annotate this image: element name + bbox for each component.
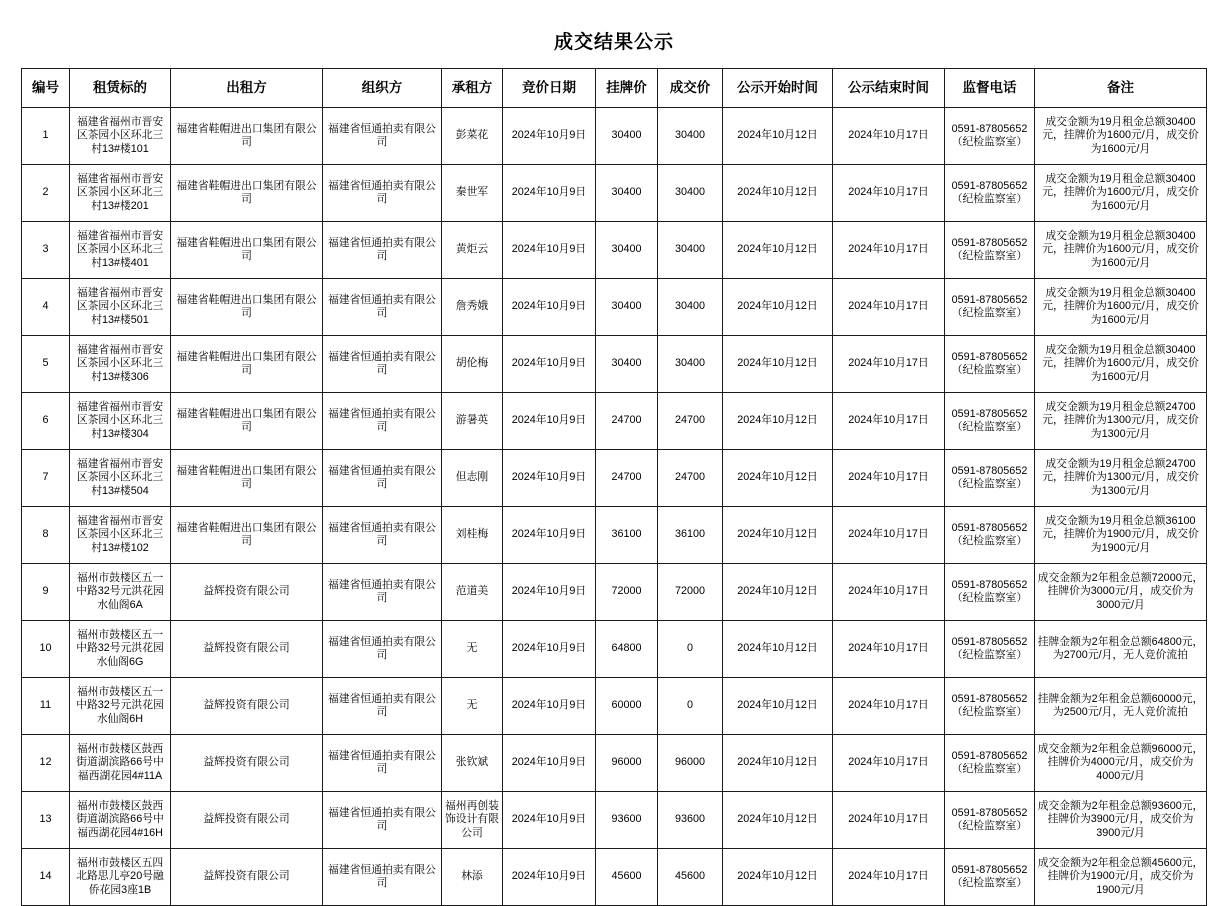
cell-listing: 96000	[596, 735, 658, 792]
table-row	[22, 393, 1207, 450]
cell-tenant: 无	[442, 678, 503, 735]
cell-org: 福建省恒通拍卖有限公司	[323, 849, 442, 906]
cell-start: 2024年10月12日	[723, 849, 833, 906]
cell-lessor: 益辉投资有限公司	[171, 792, 323, 849]
cell-no: 5	[22, 336, 70, 393]
cell-remark: 挂牌金额为2年租金总额60000元，为2500元/月，无人竞价流拍	[1035, 678, 1207, 735]
cell-tenant: 范道美	[442, 564, 503, 621]
cell-tenant: 福州再创装饰设计有限公司	[442, 792, 503, 849]
cell-biddate: 2024年10月9日	[503, 678, 596, 735]
phone-department: （纪检监察室）	[951, 478, 1028, 490]
cell-deal: 93600	[658, 792, 723, 849]
phone-number: 0591-87805652	[951, 407, 1028, 420]
cell-remark: 成交金额为2年租金总额72000元，挂牌价为3000元/月，成交价为3000元/月	[1035, 564, 1207, 621]
cell-supervision-phone	[945, 279, 1035, 336]
cell-deal: 24700	[658, 450, 723, 507]
cell-no: 1	[22, 108, 70, 165]
cell-lessor: 益辉投资有限公司	[171, 849, 323, 906]
phone-number: 0591-87805652	[951, 179, 1028, 192]
cell-supervision-phone	[945, 564, 1035, 621]
cell-deal: 30400	[658, 165, 723, 222]
cell-end: 2024年10月17日	[833, 108, 945, 165]
cell-org: 福建省恒通拍卖有限公司	[323, 222, 442, 279]
cell-listing: 30400	[596, 108, 658, 165]
cell-tenant: 张钦斌	[442, 735, 503, 792]
cell-biddate: 2024年10月9日	[503, 621, 596, 678]
cell-tenant: 刘桂梅	[442, 507, 503, 564]
cell-deal: 45600	[658, 849, 723, 906]
cell-listing: 93600	[596, 792, 658, 849]
phone-department: （纪检监察室）	[951, 592, 1028, 604]
cell-deal: 0	[658, 678, 723, 735]
phone-department: （纪检监察室）	[951, 763, 1028, 775]
cell-start: 2024年10月12日	[723, 564, 833, 621]
cell-org: 福建省恒通拍卖有限公司	[323, 735, 442, 792]
table-row	[22, 621, 1207, 678]
cell-lessor: 福建省鞋帽进出口集团有限公司	[171, 222, 323, 279]
cell-biddate: 2024年10月9日	[503, 792, 596, 849]
phone-number: 0591-87805652	[951, 236, 1028, 249]
cell-tenant: 胡伦梅	[442, 336, 503, 393]
cell-supervision-phone	[945, 165, 1035, 222]
table-row	[22, 735, 1207, 792]
cell-start: 2024年10月12日	[723, 279, 833, 336]
cell-remark: 成交金额为19月租金总额30400元，挂牌价为1600元/月，成交价为1600元/月	[1035, 279, 1207, 336]
table-row	[22, 279, 1207, 336]
cell-tenant: 黄炬云	[442, 222, 503, 279]
cell-biddate: 2024年10月9日	[503, 564, 596, 621]
cell-no: 9	[22, 564, 70, 621]
cell-lessor: 福建省鞋帽进出口集团有限公司	[171, 336, 323, 393]
cell-lessor: 益辉投资有限公司	[171, 735, 323, 792]
phone-department: （纪检监察室）	[951, 364, 1028, 376]
cell-deal: 30400	[658, 336, 723, 393]
cell-subject: 福建省福州市晋安区茶园小区环北三村13#楼401	[70, 222, 171, 279]
table-row	[22, 336, 1207, 393]
cell-deal: 0	[658, 621, 723, 678]
cell-listing: 30400	[596, 279, 658, 336]
phone-department: （纪检监察室）	[951, 820, 1028, 832]
cell-lessor: 益辉投资有限公司	[171, 678, 323, 735]
cell-supervision-phone	[945, 792, 1035, 849]
cell-start: 2024年10月12日	[723, 393, 833, 450]
cell-supervision-phone	[945, 222, 1035, 279]
cell-subject: 福州市鼓楼区五一中路32号元洪花园水仙阁6H	[70, 678, 171, 735]
column-header-organizer: 组织方	[323, 69, 442, 108]
cell-lessor: 益辉投资有限公司	[171, 564, 323, 621]
cell-start: 2024年10月12日	[723, 678, 833, 735]
phone-number: 0591-87805652	[951, 293, 1028, 306]
table-row	[22, 450, 1207, 507]
cell-end: 2024年10月17日	[833, 735, 945, 792]
cell-org: 福建省恒通拍卖有限公司	[323, 678, 442, 735]
cell-supervision-phone	[945, 450, 1035, 507]
cell-remark: 成交金额为19月租金总额24700元，挂牌价为1300元/月，成交价为1300元/月	[1035, 450, 1207, 507]
cell-no: 3	[22, 222, 70, 279]
cell-listing: 60000	[596, 678, 658, 735]
cell-listing: 30400	[596, 165, 658, 222]
cell-org: 福建省恒通拍卖有限公司	[323, 336, 442, 393]
cell-org: 福建省恒通拍卖有限公司	[323, 621, 442, 678]
cell-remark: 成交金额为2年租金总额93600元，挂牌价为3900元/月，成交价为3900元/月	[1035, 792, 1207, 849]
cell-subject: 福建省福州市晋安区茶园小区环北三村13#楼501	[70, 279, 171, 336]
phone-number: 0591-87805652	[951, 806, 1028, 819]
cell-listing: 45600	[596, 849, 658, 906]
cell-start: 2024年10月12日	[723, 792, 833, 849]
cell-remark: 成交金额为19月租金总额30400元，挂牌价为1600元/月，成交价为1600元/月	[1035, 165, 1207, 222]
cell-biddate: 2024年10月9日	[503, 507, 596, 564]
cell-lessor: 益辉投资有限公司	[171, 621, 323, 678]
cell-no: 13	[22, 792, 70, 849]
cell-tenant: 无	[442, 621, 503, 678]
cell-deal: 72000	[658, 564, 723, 621]
cell-remark: 成交金额为19月租金总额30400元，挂牌价为1600元/月，成交价为1600元/月	[1035, 222, 1207, 279]
cell-subject: 福州市鼓楼区五四北路思儿亭20号融侨花园3座1B	[70, 849, 171, 906]
cell-biddate: 2024年10月9日	[503, 336, 596, 393]
phone-number: 0591-87805652	[951, 692, 1028, 705]
cell-biddate: 2024年10月9日	[503, 450, 596, 507]
column-header-no: 编号	[22, 69, 70, 108]
cell-remark: 成交金额为2年租金总额96000元，挂牌价为4000元/月，成交价为4000元/月	[1035, 735, 1207, 792]
cell-tenant: 林添	[442, 849, 503, 906]
cell-lessor: 福建省鞋帽进出口集团有限公司	[171, 507, 323, 564]
cell-biddate: 2024年10月9日	[503, 849, 596, 906]
cell-deal: 24700	[658, 393, 723, 450]
cell-supervision-phone	[945, 507, 1035, 564]
cell-tenant: 彭菜花	[442, 108, 503, 165]
cell-tenant: 游暑英	[442, 393, 503, 450]
cell-subject: 福建省福州市晋安区茶园小区环北三村13#楼201	[70, 165, 171, 222]
cell-start: 2024年10月12日	[723, 165, 833, 222]
page-title: 成交结果公示	[553, 32, 674, 53]
cell-deal: 96000	[658, 735, 723, 792]
cell-end: 2024年10月17日	[833, 165, 945, 222]
cell-no: 14	[22, 849, 70, 906]
cell-end: 2024年10月17日	[833, 450, 945, 507]
cell-org: 福建省恒通拍卖有限公司	[323, 792, 442, 849]
cell-start: 2024年10月12日	[723, 621, 833, 678]
column-header-deal-price: 成交价	[658, 69, 723, 108]
table-row	[22, 222, 1207, 279]
cell-lessor: 福建省鞋帽进出口集团有限公司	[171, 393, 323, 450]
phone-department: （纪检监察室）	[951, 877, 1028, 889]
column-header-notice-end: 公示结束时间	[833, 69, 945, 108]
cell-supervision-phone	[945, 393, 1035, 450]
column-header-notice-start: 公示开始时间	[723, 69, 833, 108]
cell-remark: 成交金额为2年租金总额45600元，挂牌价为1900元/月，成交价为1900元/月	[1035, 849, 1207, 906]
phone-department: （纪检监察室）	[951, 307, 1028, 319]
phone-number: 0591-87805652	[951, 122, 1028, 135]
cell-supervision-phone	[945, 735, 1035, 792]
cell-remark: 成交金额为19月租金总额24700元，挂牌价为1300元/月，成交价为1300元/月	[1035, 393, 1207, 450]
table-header-row	[22, 69, 1207, 108]
cell-no: 4	[22, 279, 70, 336]
cell-remark: 成交金额为19月租金总额36100元，挂牌价为1900元/月，成交价为1900元/月	[1035, 507, 1207, 564]
table-row	[22, 678, 1207, 735]
cell-deal: 36100	[658, 507, 723, 564]
cell-end: 2024年10月17日	[833, 564, 945, 621]
cell-org: 福建省恒通拍卖有限公司	[323, 165, 442, 222]
cell-org: 福建省恒通拍卖有限公司	[323, 450, 442, 507]
cell-no: 12	[22, 735, 70, 792]
column-header-tenant: 承租方	[442, 69, 503, 108]
table-header	[22, 69, 1207, 108]
column-header-subject: 租赁标的	[70, 69, 171, 108]
cell-listing: 72000	[596, 564, 658, 621]
cell-subject: 福州市鼓楼区鼓西街道湖滨路66号中福西湖花园4#11A	[70, 735, 171, 792]
cell-start: 2024年10月12日	[723, 108, 833, 165]
cell-org: 福建省恒通拍卖有限公司	[323, 108, 442, 165]
column-header-phone: 监督电话	[945, 69, 1035, 108]
cell-listing: 36100	[596, 507, 658, 564]
cell-no: 2	[22, 165, 70, 222]
cell-listing: 24700	[596, 393, 658, 450]
cell-end: 2024年10月17日	[833, 507, 945, 564]
cell-biddate: 2024年10月9日	[503, 393, 596, 450]
cell-listing: 30400	[596, 222, 658, 279]
table-row	[22, 165, 1207, 222]
table-row	[22, 507, 1207, 564]
cell-start: 2024年10月12日	[723, 222, 833, 279]
cell-supervision-phone	[945, 849, 1035, 906]
column-header-bid-date: 竞价日期	[503, 69, 596, 108]
cell-subject: 福建省福州市晋安区茶园小区环北三村13#楼101	[70, 108, 171, 165]
cell-end: 2024年10月17日	[833, 393, 945, 450]
phone-number: 0591-87805652	[951, 350, 1028, 363]
cell-org: 福建省恒通拍卖有限公司	[323, 279, 442, 336]
cell-biddate: 2024年10月9日	[503, 165, 596, 222]
cell-org: 福建省恒通拍卖有限公司	[323, 564, 442, 621]
cell-end: 2024年10月17日	[833, 792, 945, 849]
cell-start: 2024年10月12日	[723, 735, 833, 792]
cell-deal: 30400	[658, 279, 723, 336]
cell-no: 7	[22, 450, 70, 507]
cell-supervision-phone	[945, 621, 1035, 678]
phone-department: （纪检监察室）	[951, 706, 1028, 718]
cell-end: 2024年10月17日	[833, 279, 945, 336]
cell-biddate: 2024年10月9日	[503, 222, 596, 279]
table-row	[22, 564, 1207, 621]
phone-department: （纪检监察室）	[951, 649, 1028, 661]
cell-deal: 30400	[658, 222, 723, 279]
cell-start: 2024年10月12日	[723, 507, 833, 564]
phone-number: 0591-87805652	[951, 578, 1028, 591]
cell-remark: 成交金额为19月租金总额30400元，挂牌价为1600元/月，成交价为1600元/月	[1035, 336, 1207, 393]
column-header-listing-price: 挂牌价	[596, 69, 658, 108]
cell-deal: 30400	[658, 108, 723, 165]
table-row	[22, 108, 1207, 165]
auction-result-table	[21, 68, 1207, 906]
phone-number: 0591-87805652	[951, 635, 1028, 648]
cell-subject: 福州市鼓楼区五一中路32号元洪花园水仙阁6G	[70, 621, 171, 678]
cell-listing: 64800	[596, 621, 658, 678]
cell-tenant: 但志刚	[442, 450, 503, 507]
cell-end: 2024年10月17日	[833, 336, 945, 393]
column-header-remark: 备注	[1035, 69, 1207, 108]
cell-no: 8	[22, 507, 70, 564]
cell-listing: 30400	[596, 336, 658, 393]
column-header-lessor: 出租方	[171, 69, 323, 108]
cell-start: 2024年10月12日	[723, 336, 833, 393]
cell-listing: 24700	[596, 450, 658, 507]
cell-start: 2024年10月12日	[723, 450, 833, 507]
cell-org: 福建省恒通拍卖有限公司	[323, 507, 442, 564]
cell-end: 2024年10月17日	[833, 849, 945, 906]
cell-subject: 福建省福州市晋安区茶园小区环北三村13#楼102	[70, 507, 171, 564]
phone-number: 0591-87805652	[951, 863, 1028, 876]
cell-subject: 福建省福州市晋安区茶园小区环北三村13#楼304	[70, 393, 171, 450]
phone-department: （纪检监察室）	[951, 250, 1028, 262]
cell-end: 2024年10月17日	[833, 222, 945, 279]
cell-end: 2024年10月17日	[833, 621, 945, 678]
cell-lessor: 福建省鞋帽进出口集团有限公司	[171, 165, 323, 222]
phone-number: 0591-87805652	[951, 464, 1028, 477]
cell-lessor: 福建省鞋帽进出口集团有限公司	[171, 279, 323, 336]
cell-subject: 福建省福州市晋安区茶园小区环北三村13#楼504	[70, 450, 171, 507]
cell-tenant: 秦世军	[442, 165, 503, 222]
cell-end: 2024年10月17日	[833, 678, 945, 735]
phone-number: 0591-87805652	[951, 749, 1028, 762]
cell-subject: 福州市鼓楼区五一中路32号元洪花园水仙阁6A	[70, 564, 171, 621]
cell-lessor: 福建省鞋帽进出口集团有限公司	[171, 450, 323, 507]
cell-subject: 福建省福州市晋安区茶园小区环北三村13#楼306	[70, 336, 171, 393]
cell-no: 10	[22, 621, 70, 678]
cell-supervision-phone	[945, 336, 1035, 393]
cell-biddate: 2024年10月9日	[503, 279, 596, 336]
phone-department: （纪检监察室）	[951, 421, 1028, 433]
cell-subject: 福州市鼓楼区鼓西街道湖滨路66号中福西湖花园4#16H	[70, 792, 171, 849]
cell-biddate: 2024年10月9日	[503, 108, 596, 165]
table-row	[22, 849, 1207, 906]
phone-department: （纪检监察室）	[951, 193, 1028, 205]
table-row	[22, 792, 1207, 849]
phone-department: （纪检监察室）	[951, 535, 1028, 547]
cell-remark: 成交金额为19月租金总额30400元，挂牌价为1600元/月，成交价为1600元/月	[1035, 108, 1207, 165]
cell-no: 11	[22, 678, 70, 735]
cell-biddate: 2024年10月9日	[503, 735, 596, 792]
cell-tenant: 詹秀娥	[442, 279, 503, 336]
cell-remark: 挂牌金额为2年租金总额64800元，为2700元/月，无人竞价流拍	[1035, 621, 1207, 678]
cell-supervision-phone	[945, 108, 1035, 165]
cell-supervision-phone	[945, 678, 1035, 735]
cell-no: 6	[22, 393, 70, 450]
table-body	[22, 108, 1207, 906]
phone-number: 0591-87805652	[951, 521, 1028, 534]
cell-org: 福建省恒通拍卖有限公司	[323, 393, 442, 450]
cell-lessor: 福建省鞋帽进出口集团有限公司	[171, 108, 323, 165]
phone-department: （纪检监察室）	[951, 136, 1028, 148]
